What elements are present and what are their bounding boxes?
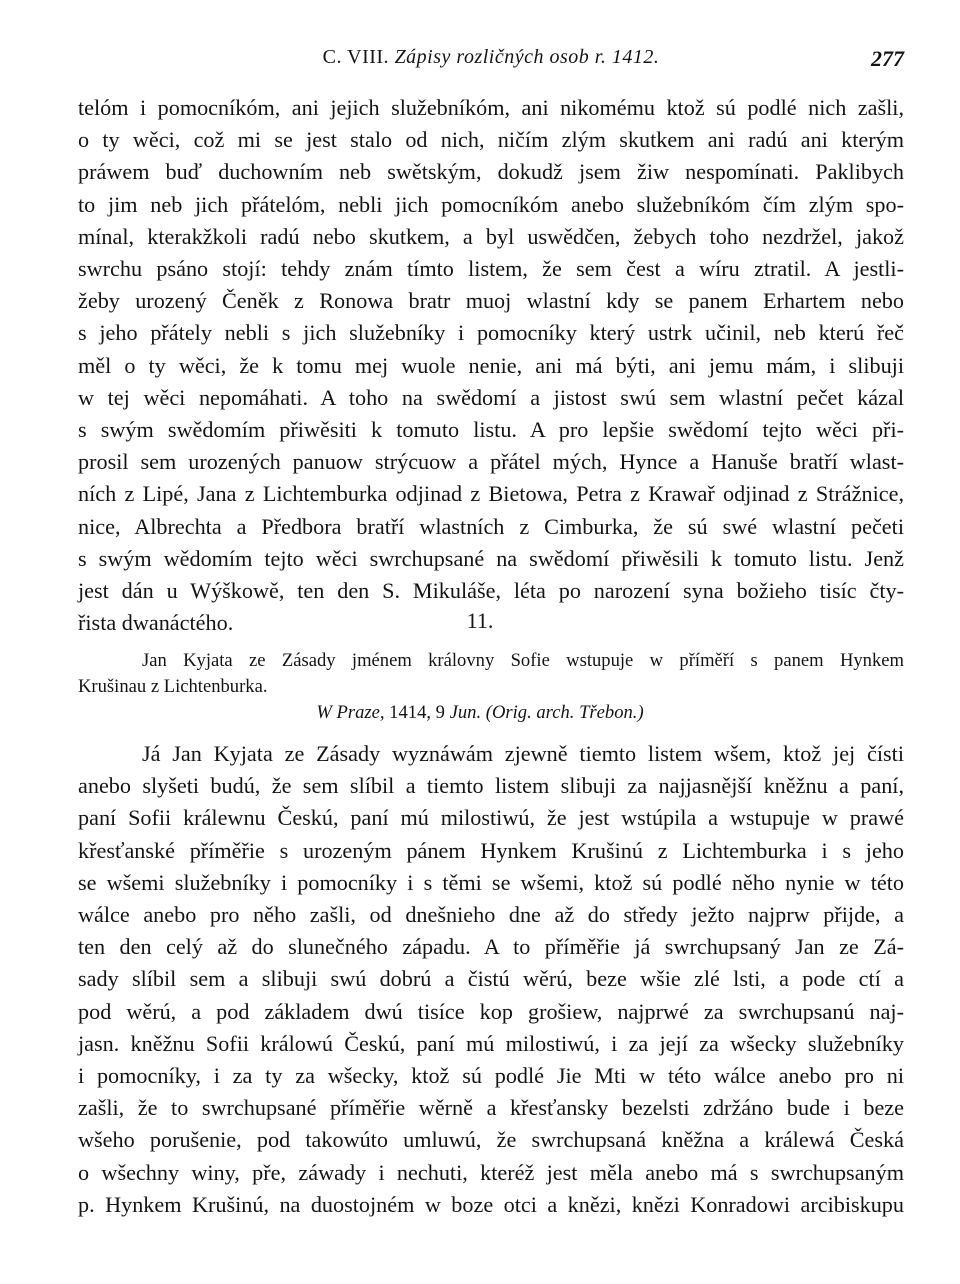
document-number: 11. — [466, 608, 494, 633]
summary-line: Jan Kyjata ze Zásady jménem královny Sofie wstupuje w příměří s panem Hynkem — [142, 650, 904, 671]
chapter-label: C. VIII. — [322, 46, 390, 68]
text-line: jasn. kněžnu Sofii králowú Českú, paní mú milostiwú, i za její za wšecky služebníky — [78, 1030, 904, 1056]
text-line: i pomocníky, i za ty za wšecky, ktož sú podlé Jie Mti w této wálce anebo pro ni — [78, 1063, 904, 1089]
text-line: mínal, kterakžkoli radú nebo skutkem, a byl uswědčen, žebych toho nezdržel, jakož — [78, 223, 904, 249]
text-line: s swým swědomím přiwěsiti k tomuto listu. A pro lepšie swědomí tejto wěci při- — [78, 417, 904, 443]
text-line: prosil sem urozených panuow strýcuow a přátel mých, Hynce a Hanuše bratří wlast- — [78, 449, 904, 475]
source-archive: (Orig. arch. Třebon.) — [485, 702, 644, 723]
text-line: práwem buď duchowním neb swětským, dokudž jsem žiw nespomínati. Paklibych — [78, 159, 904, 185]
text-line: sady slíbil sem a slibuji swú dobrú a čistú wěrú, beze wšie zlé lsti, a pode ctí a — [78, 966, 904, 992]
text-line: pod wěrú, a pod základem dwú tisíce kop grošiew, najprwé za swrchupsanú naj- — [78, 998, 904, 1024]
source-place: W Praze, — [316, 702, 385, 723]
text-line: wšeho porušenie, pod takowúto umluwú, že swrchupsaná kněžna a králewá Česká — [78, 1127, 904, 1153]
text-line: ních z Lipé, Jana z Lichtemburka odjinad z Bietowa, Petra z Krawař odjinad z Strážnice, — [78, 481, 904, 507]
text-line: p. Hynkem Krušinú, na duostojném w boze otci a knězi, knězi Konradowi arcibiskupu — [78, 1191, 904, 1217]
source-note — [0, 702, 960, 724]
text-line: w tej wěci nepomáhati. A toho na swědomí a jistost swú sem wlastní pečet kázal — [78, 384, 904, 410]
summary-line: Krušinau z Lichtenburka. — [78, 676, 268, 697]
text-line: zašli, že to swrchupsané příměřie wěrně a křesťansky bezelsti zdržáno bude i beze — [78, 1095, 904, 1121]
text-line: o wšechny winy, pře, záwady i nechuti, kteréž jest měla anebo má s swrchupsaným — [78, 1159, 904, 1185]
text-line: žeby urozený Čeněk z Ronowa bratr muoj wlastní kdy se panem Erhartem nebo — [78, 288, 904, 314]
source-month: Jun. — [449, 702, 482, 723]
text-line: křesťanské příměřie s urozeným pánem Hynkem Krušinú z Lichtemburka i s jeho — [78, 837, 904, 863]
source-date: 1414, 9 — [389, 702, 445, 723]
text-line: paní Sofii králewnu Českú, paní mú milostiwú, že jest wstúpila a wstupuje w prawé — [78, 805, 904, 831]
paragraph-continued — [78, 92, 904, 639]
text-line: nice, Albrechta a Předbora bratří wlastních z Cimburka, že sú swé wlastní pečeti — [78, 513, 904, 539]
running-title: Zápisy rozličných osob r. 1412. — [394, 46, 660, 68]
text-line: ten den celý až do slunečného západu. A to příměřie já swrchupsaný Jan ze Zá- — [78, 934, 904, 960]
document-summary — [78, 648, 904, 700]
text-line: wálce anebo pro něho zašli, od dnešnieho dne až do středy ježto najprw přijde, a — [78, 902, 904, 928]
text-line: swrchu psáno stojí: tehdy znám tímto listem, že sem čest a wíru ztratil. A jestli- — [78, 256, 904, 282]
text-line: měl o ty wěci, že k tomu mej wuole nenie, ani má býti, ani jemu mám, i slibuji — [78, 352, 904, 378]
text-line: telóm i pomocníkóm, ani jejich služebníkóm, ani nikomému ktož sú podlé nich zašli, — [78, 95, 904, 120]
text-line: anebo slyšeti budú, že sem slíbil a tiemto listem slibuji za najjasnější kněžnu a paní, — [78, 773, 904, 799]
text-line: to jim neb jich přátelóm, nebli jich pomocníkóm anebo služebníkóm čím zlým spo- — [78, 191, 904, 217]
paragraph-main — [78, 738, 904, 1221]
text-line: s swým wědomím tejto wěci swrchupsané na swědomí přiwěsili k tomuto listu. Jenž — [78, 545, 904, 571]
text-line: o ty wěci, což mi se jest stalo od nich, ničím zlým skutkem ani radú ani kterým — [78, 127, 904, 153]
text-line: řista dwanáctého. — [78, 610, 234, 636]
page-number: 277 — [871, 46, 904, 71]
running-header — [78, 46, 904, 86]
text-line: Já Jan Kyjata ze Zásady wyznáwám zjewně tiemto listem wšem, ktož jej čísti — [142, 741, 904, 766]
text-line: jest dán u Wýškowě, ten den S. Mikuláše, léta po narození syna božieho tisíc čty- — [78, 578, 904, 604]
text-line: se wšemi služebníky i pomocníky i s těmi se wšemi, ktož sú podlé něho nynie w této — [78, 869, 904, 895]
text-line: s jeho přátely nebli s jich služebníky i pomocníky který ustrk učinil, neb kterú řeč — [78, 320, 904, 346]
